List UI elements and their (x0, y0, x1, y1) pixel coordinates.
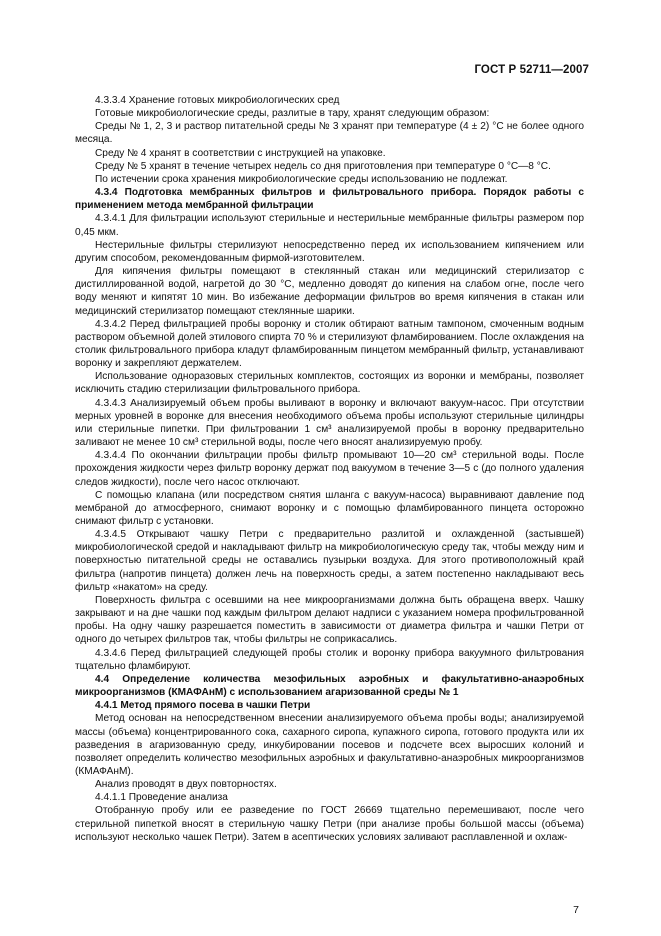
paragraph: 4.3.4.1 Для фильтрации используют стерильные и нестерильные мембранные фильтры размером пор 0,45 мкм. (75, 213, 584, 238)
paragraph: Метод основан на непосредственном внесении анализируемого объема пробы воды; анализируемой массы (объема) концентрированного сока, сахарного сиропа, купажного сиропа, готового продукта или их разведения в агаризованную среду, инкубировании посевов и подсчете всех выросших колоний и позволяет определить количество мезофильных аэробных и факультативно-анаэробных микроорганизмов (КМАФАнМ). (75, 713, 584, 777)
paragraph: Анализ проводят в двух повторностях. (95, 779, 277, 791)
paragraph: Среду № 5 хранят в течение четырех недель со дня приготовления при температуре 0 °С—8 °С. (95, 160, 551, 172)
paragraph: Среды № 1, 2, 3 и раствор питательной среды № 3 хранят при температуре (4 ± 2) °С не более одного месяца. (75, 121, 584, 146)
paragraph: Среду № 4 хранят в соответствии с инструкцией на упаковке. (95, 147, 386, 159)
paragraph: Нестерильные фильтры стерилизуют непосредственно перед их использованием кипячением или другим способом, рекомендованным фирмой-изготовителем. (75, 239, 584, 264)
paragraph: Использование одноразовых стерильных комплектов, состоящих из воронки и мембраны, позволяет исключить стадию стерилизации фильтровального прибора. (75, 371, 584, 396)
paragraph: Отобранную пробу или ее разведение по ГОСТ 26669 тщательно перемешивают, после чего стерильной пипеткой вносят в стерильную чашку Петри (при анализе пробы большой массы (объема) используют несколько чашек Петри). Затем в асептических условиях заливают расплавленной и охлаж- (75, 805, 584, 843)
paragraph: 4.3.3.4 Хранение готовых микробиологических сред (95, 95, 340, 106)
document-body (75, 94, 584, 844)
paragraph: 4.4.1.1 Проведение анализа (95, 792, 228, 804)
paragraph: По истечении срока хранения микробиологические среды использованию не подлежат. (95, 173, 508, 185)
paragraph: Для кипячения фильтры помещают в стеклянный стакан или медицинский стерилизатор с дистиллированной водой, нагретой до 30 °С, медленно доводят до кипения на слабом огне, после чего воду меняют и кипятят 10 мин. Во избежание деформации фильтров во время кипячения в стакан или медицинский стерилизатор помещают стеклянные шарики. (75, 266, 584, 317)
paragraph: 4.3.4.4 По окончании фильтрации пробы фильтр промывают 10—20 см³ стерильной воды. После прохождения жидкости через фильтр воронку держат под вакуумом в течение 3—5 с (до полного удаления следов жидкости), после чего насос отключают. (75, 450, 584, 488)
page-number: 7 (573, 904, 579, 916)
paragraph: 4.3.4.5 Открывают чашку Петри с предварительно разлитой и охлажденной (застывшей) микробиологической средой и накладывают фильтр на микробиологическую среду так, чтобы между ним и поверхностью питательной среды не оставались пузырьки воздуха. Для этого противоположный край фильтра (напротив пинцета) должен лечь на поверхность среды, а затем постепенно накладывают весь фильтр «накатом» на среду. (75, 529, 584, 593)
section-heading: 4.3.4 Подготовка мембранных фильтров и фильтровального прибора. Порядок работы с применением метода мембранной фильтрации (75, 187, 584, 212)
paragraph: Готовые микробиологические среды, разлитые в тару, хранят следующим образом: (95, 108, 490, 120)
section-heading: 4.4 Определение количества мезофильных аэробных и факультативно-анаэробных микроорганизмов (КМАФАнМ) с использованием агаризованной среды № 1 (75, 673, 584, 699)
paragraph: С помощью клапана (или посредством снятия шланга с вакуум-насоса) выравнивают давление под мембраной до атмосферного, снимают воронку и с помощью фламбированного пинцета осторожно снимают фильтр с установки. (75, 489, 584, 527)
standard-header: ГОСТ Р 52711—2007 (474, 64, 589, 76)
paragraph: 4.3.4.6 Перед фильтрацией следующей пробы столик и воронку прибора вакуумного фильтрования тщательно фламбируют. (75, 647, 584, 672)
paragraph: Поверхность фильтра с осевшими на нее микроорганизмами должна быть обращена вверх. Чашку закрывают и на дне чашки под каждым фильтром делают надписи с указанием номера профильтрованной пробы. На одну чашку разрешается поместить в зависимости от диаметра фильтра и чашки Петри от одного до четырех фильтров так, чтобы фильтры не соприкасались. (75, 594, 584, 646)
paragraph: 4.3.4.2 Перед фильтрацией пробы воронку и столик обтирают ватным тампоном, смоченным водным раствором объемной долей этилового спирта 70 % и стерилизуют фламбированием. После охлаждения на столик фильтровального прибора кладут фламбированным пинцетом мембранный фильтр, устанавливают воронку и закрепляют держателем. (75, 318, 584, 370)
paragraph: 4.3.4.3 Анализируемый объем пробы выливают в воронку и включают вакуум-насос. При отсутствии мерных уровней в воронке для внесения необходимого объема пробы используют стерильные цилиндры или стерильные пипетки. При фильтровании 1 см³ анализируемой пробы в воронку предварительно заливают не менее 10 см³ стерильной воды, после чего вносят анализируемую пробу. (75, 397, 584, 449)
section-heading: 4.4.1 Метод прямого посева в чашки Петри (95, 700, 311, 712)
